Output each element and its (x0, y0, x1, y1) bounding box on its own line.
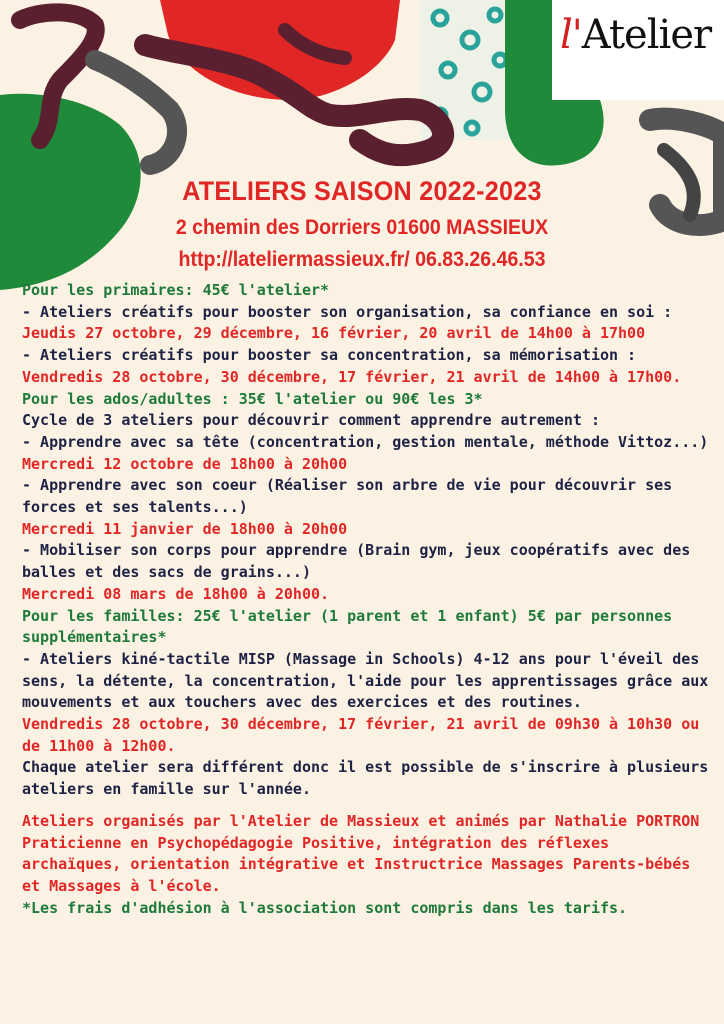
primaires-title: Pour les primaires: 45€ l'atelier* (22, 281, 330, 299)
logo-text (560, 12, 711, 58)
familles-title: Pour les familles: 25€ l'atelier (1 parent et 1 enfant) 5€ par personnes supplémentaires* (22, 606, 673, 647)
organisation-text: Ateliers organisés par l'Atelier de Massieux et animés par Nathalie PORTRON Praticienne en Psychopédagogie Positive, intégration des réflexes archaïques, orientation intégrative et Instructrice Massages Parents-bébés et Massages à l'école. (22, 811, 700, 895)
familles-item-1: - Ateliers kiné-tactile MISP (Massage in Schools) 4-12 ans pour l'éveil des sens, la détente, la concentration, l'aide pour les apprentissages grâce aux mouvements et aux touchers avec des exercices et des routines. (22, 649, 709, 712)
ados-date-3: Mercredi 08 mars de 18h00 à 20h00. (22, 584, 330, 603)
familles-note: Chaque atelier sera différent donc il est possible de s'inscrire à plusieurs ateliers en famille sur l'année. (22, 758, 709, 799)
familles-dates: Vendredis 28 octobre, 30 décembre, 17 février, 21 avril de 09h30 à 10h30 ou de 11h00 à 12h00. (22, 715, 700, 755)
spacer (22, 801, 712, 811)
ados-title: Pour les ados/adultes : 35€ l'atelier ou 90€ les 3* (22, 389, 483, 408)
primaires-item-1: - Ateliers créatifs pour booster son organisation, sa confiance en soi : (22, 302, 673, 321)
ados-item-2: - Apprendre avec son coeur (Réaliser son arbre de vie pour découvrir ses forces et ses talents...) (22, 476, 673, 517)
primaires-item-2: - Ateliers créatifs pour booster sa concentration, sa mémorisation : (22, 346, 637, 365)
ados-item-1: - Apprendre avec sa tête (concentration, gestion mentale, méthode Vittoz...) (22, 432, 709, 451)
footnote: *Les frais d'adhésion à l'association sont compris dans les tarifs. (22, 898, 628, 917)
ados-date-2: Mercredi 11 janvier de 18h00 à 20h00 (22, 519, 348, 538)
primaires-dates-1: Jeudis 27 octobre, 29 décembre, 16 février, 20 avril de 14h00 à 17h00 (22, 324, 646, 343)
address: 2 chemin des Dorriers 01600 MASSIEUX (175, 216, 549, 239)
content-body (22, 280, 712, 919)
ados-intro: Cycle de 3 ateliers pour découvrir comment apprendre autrement : (22, 411, 600, 430)
ados-date-1: Mercredi 12 octobre de 18h00 à 20h00 (22, 454, 348, 473)
logo-prefix: l' (560, 12, 582, 58)
contact-line[interactable]: http://lateliermassieux.fr/ 06.83.26.46.53 (178, 248, 546, 271)
primaires-dates-2: Vendredis 28 octobre, 30 décembre, 17 février, 21 avril de 14h00 à 17h00. (22, 367, 682, 386)
logo-name: Atelier (581, 12, 712, 58)
ados-item-3: - Mobiliser son corps pour apprendre (Brain gym, jeux coopératifs avec des balles et des sacs de grains...) (22, 541, 691, 582)
page-title: ATELIERS SAISON 2022-2023 (182, 176, 542, 206)
logo (552, 0, 724, 100)
